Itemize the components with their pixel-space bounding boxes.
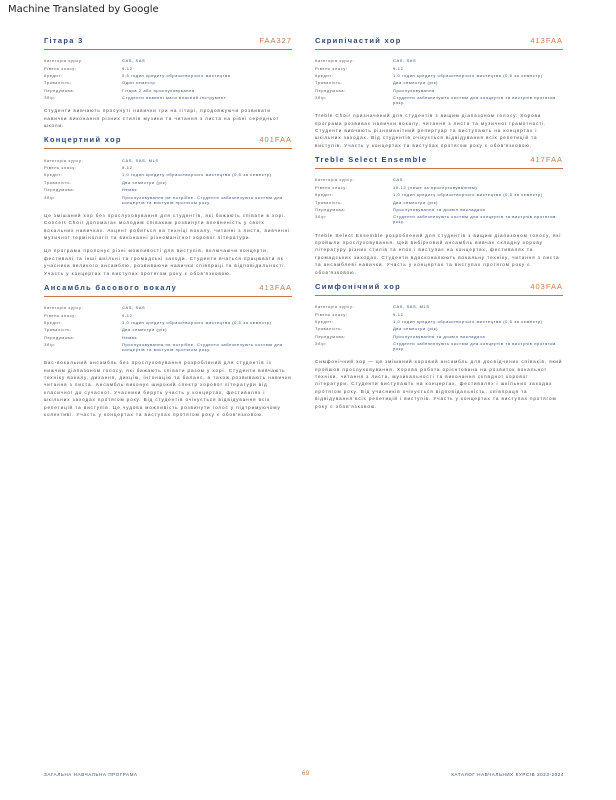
fact-label: Рівень класу: [315, 184, 348, 190]
fact-row [315, 64, 563, 71]
fact-label: Категорія курсу: [315, 58, 355, 64]
fact-value: Немає [122, 187, 138, 193]
fact-row [44, 164, 292, 171]
course-facts [44, 57, 292, 101]
fact-row [44, 326, 292, 333]
fact-label: Кредит: [315, 318, 334, 324]
fact-label: Кредит: [44, 72, 63, 78]
fact-value: CAS, SAS [122, 305, 146, 311]
course-title: Гітара 3 [44, 36, 84, 45]
fact-label: Тривалість: [315, 326, 343, 332]
fact-row [44, 193, 292, 205]
fact-row [315, 198, 563, 205]
fact-row [315, 206, 563, 213]
page-number: 69 [302, 771, 310, 777]
fact-value: 10-12 (лише за прослуховуванням) [393, 184, 478, 190]
fact-row [315, 325, 563, 332]
course-description: Treble Choir призначений для студентів з вищим діапазоном голосу. Хорова програма розвиває навички вокалу, читання з листа та музичної грамотності. Студенти вивчають різноманітний репертуар та виступають на концертах і шкільних заходах. Від студентів очікується відвідування всіх репетицій та виступів. Участь у концертах та виступах протягом року є обов'язковою. [315, 113, 547, 148]
course-title: Концертний хор [44, 135, 122, 145]
fact-row [44, 186, 292, 193]
course-facts [315, 57, 563, 106]
fact-label: Передумова: [44, 334, 75, 340]
course-section [315, 282, 563, 410]
course-code: 417FAA [530, 155, 563, 165]
fact-value: Прослуховування та дозвіл викладача [393, 333, 486, 339]
fact-value: Два семестри (рік) [393, 199, 439, 205]
course-facts [44, 304, 292, 353]
fact-row [44, 64, 292, 71]
fact-value: CAS [393, 177, 404, 183]
course-code: 401FAA [259, 135, 292, 145]
course-facts [315, 176, 563, 225]
fact-value: 1,0 годин кредиту образотворчого мистецтва (0,5 за семестр) [122, 172, 272, 178]
fact-row [315, 94, 563, 106]
fact-label: Збір: [315, 214, 327, 220]
fact-value: CAS, SAS, MLS [122, 157, 159, 163]
fact-label: Кредит: [44, 172, 63, 178]
fact-value: 1,0 годин кредиту образотворчого мистецтва (0,5 за семестр) [393, 72, 543, 78]
fact-label: Рівень класу: [44, 65, 77, 71]
course-code: FAA327 [259, 36, 292, 45]
fact-label: Категорія курсу: [315, 304, 355, 310]
fact-label: Передумова: [44, 187, 75, 193]
fact-value: 0,5 годин кредиту образотворчого мистецтва [122, 72, 231, 78]
fact-value: CAS, SAS [122, 58, 146, 64]
course-title: Симфонічний хор [315, 281, 401, 291]
fact-row [315, 184, 563, 191]
fact-label: Передумова: [315, 87, 346, 93]
fact-row [44, 179, 292, 186]
fact-label: Кредит: [315, 72, 334, 78]
fact-value: Один семестр [122, 80, 156, 86]
fact-label: Категорія курсу: [44, 58, 84, 64]
fact-row [44, 79, 292, 86]
left-column [44, 36, 292, 424]
fact-value: CAS, SAS, MLS [393, 304, 430, 310]
fact-label: Категорія курсу: [44, 305, 84, 311]
footer-left-text: ЗАГАЛЬНА НАВЧАЛЬНА ПРОГРАМА [44, 772, 138, 777]
course-section [44, 135, 292, 277]
course-header [315, 282, 563, 296]
course-section [44, 36, 292, 129]
fact-value: Два семестри (рік) [122, 327, 168, 333]
fact-label: Рівень класу: [44, 312, 77, 318]
fact-value: Гітара 2 або прослуховування [122, 87, 195, 93]
fact-value: Студенти забезпечують костюм для концертів та виступів протягом року. [393, 341, 556, 352]
fact-row [44, 304, 292, 311]
page-footer [44, 772, 564, 782]
fact-label: Тривалість: [315, 80, 343, 86]
fact-label: Кредит: [315, 192, 334, 198]
fact-row [315, 213, 563, 225]
fact-value: 1,0 годин кредиту образотворчого мистецтва (0,5 за семестр) [122, 319, 272, 325]
fact-value: 1,0 годин кредиту образотворчого мистецтва (0,5 за семестр) [393, 318, 543, 324]
fact-row [44, 333, 292, 340]
course-description: Студенти вивчають просунуті навички гри на гітарі, продовжуючи розвивати навички виконання різних стилів музики та читання з листа на рівні середньої школи. [44, 108, 279, 129]
fact-row [44, 87, 292, 94]
fact-value: Прослуховування [393, 87, 435, 93]
fact-row [315, 191, 563, 198]
fact-label: Передумова: [315, 206, 346, 212]
fact-value: 1,0 годин кредиту образотворчого мистецтва (0,5 за семестр) [393, 192, 543, 198]
course-section [44, 283, 292, 419]
fact-value: 9-12 [122, 165, 133, 171]
fact-label: Категорія курсу: [44, 157, 84, 163]
fact-row [315, 87, 563, 94]
fact-row [315, 340, 563, 352]
fact-label: Тривалість: [44, 327, 72, 333]
fact-label: Передумова: [44, 87, 75, 93]
fact-row [44, 94, 292, 101]
fact-row [315, 176, 563, 183]
fact-label: Збір: [315, 95, 327, 101]
course-header [315, 36, 563, 50]
course-section [315, 155, 563, 276]
course-title: Ансамбль басового вокалу [44, 282, 178, 292]
fact-row [44, 156, 292, 163]
fact-row [315, 332, 563, 339]
fact-row [44, 72, 292, 79]
fact-label: Тривалість: [315, 199, 343, 205]
fact-label: Тривалість: [44, 80, 72, 86]
course-description: Бас-вокальний ансамбль без прослуховування розроблений для студентів із нижчим діапазоном голосу, які бажають співати разом у хорі. Студенти вивчають техніку вокалу, дихання, дикцію, інтонацію та баланс, а також розвивають навички читання з листа. Ансамбль виконує широкий спектр хорової літератури від класичної до сучасної. Учасники беруть участь у концертах, фестивалях і шкільних заходах протягом року. Від студентів очікується відвідування всіх репетицій та виступів. Це чудова можливість розвинути голос у підтримуючому колективі. Участь у концертах та виступах протягом року є обов'язковою. [44, 360, 292, 418]
course-facts [44, 156, 292, 205]
course-code: 413FAA [530, 36, 563, 45]
course-description: Це змішаний хор без прослуховування для студентів, які бажають співати в хорі. Concert Choir допомагає молодим співакам розвинути впевненість у своїх вокальних навичках. Акцент робиться на техніці вокалу, читанні з листа, вивченні музичної термінології та виконанні різноманітної хорової літератури. [44, 212, 290, 240]
fact-value: Два семестри (рік) [393, 326, 439, 332]
fact-row [315, 57, 563, 64]
course-title: Treble Select Ensemble [315, 155, 428, 165]
fact-label: Передумова: [315, 333, 346, 339]
fact-label: Збір: [44, 342, 56, 348]
fact-value: Прослуховування та дозвіл викладача [393, 206, 486, 212]
right-column [315, 36, 563, 416]
course-title: Скрипічастий хор [315, 36, 402, 45]
course-description: Ця програма пропонує різні можливості для виступів, включаючи концерти, фестивалі та інші шкільні та громадські заходи. Студенти вчаться працювати як учасники великого ансамблю, розвиваючи навички співпраці та відповідальності. Участь у концертах та виступах протягом року є обов'язковою. [44, 248, 287, 276]
course-code: 403FAA [530, 281, 563, 291]
fact-value: 9-12 [393, 65, 404, 71]
fact-row [315, 318, 563, 325]
fact-value: Прослуховування не потрібне. Студенти забезпечують костюм для концертів та виступів протягом року. [122, 342, 283, 353]
fact-label: Збір: [44, 194, 56, 200]
course-section [315, 36, 563, 149]
fact-row [44, 171, 292, 178]
fact-value: 9-12 [122, 312, 133, 318]
fact-value: Студенти забезпечують костюм для концертів та виступів протягом року. [393, 95, 556, 106]
fact-label: Збір: [44, 95, 56, 101]
fact-label: Тривалість: [44, 179, 72, 185]
course-header [44, 135, 292, 149]
fact-value: Два семестри (рік) [122, 179, 168, 185]
course-description: Treble Select Ensemble розроблений для студентів з вищим діапазоном голосу, які пройшли прослуховування. Цей вибірковий ансамбль вивчає складну хорову літературу різних стилів та епох і виступає на концертах, фестивалях та громадських заходах. Студенти вдосконалюють вокальну техніку, читання з листа та ансамблеві навички. Участь у концертах та виступах протягом року є обов'язковою. [315, 232, 562, 275]
fact-value: 9-12 [393, 311, 404, 317]
fact-row [315, 303, 563, 310]
course-header [315, 155, 563, 169]
course-description: Симфонічний хор — це змішаний хоровий ансамбль для досвідчених співаків, який пройшов прослуховування. Хорова робота орієнтована на розвиток вокальної техніки, читання з листа, музикальності та виконання складної хорової літератури. Студенти виступають на концертах, фестивалях і шкільних заходах протягом року. Від учасників очікується відповідальність, співпраця та відвідування всіх репетицій і виступів. Участь у концертах та виступах протягом року є обов'язковою. [315, 359, 563, 409]
machine-translation-banner: Machine Translated by Google [8, 4, 159, 15]
course-header [44, 283, 292, 297]
fact-row [44, 319, 292, 326]
fact-row [315, 72, 563, 79]
course-header [44, 36, 292, 50]
fact-value: Студенти повинні мати власний інструмент [122, 95, 227, 101]
fact-value: Студенти забезпечують костюм для концертів та виступів протягом року. [393, 214, 556, 225]
fact-label: Рівень класу: [315, 311, 348, 317]
fact-row [44, 311, 292, 318]
fact-row [315, 310, 563, 317]
fact-value: Два семестри (рік) [393, 80, 439, 86]
fact-label: Рівень класу: [44, 165, 77, 171]
footer-right-text: КАТАЛОГ НАВЧАЛЬНИХ КУРСІВ 2023-2024 [451, 772, 564, 777]
fact-value: CAS, SAS [393, 58, 417, 64]
fact-label: Рівень класу: [315, 65, 348, 71]
fact-value: 9-12 [122, 65, 133, 71]
course-facts [315, 303, 563, 352]
fact-row [44, 57, 292, 64]
fact-row [44, 341, 292, 353]
fact-label: Збір: [315, 341, 327, 347]
fact-value: Прослуховування не потрібне. Студенти забезпечують костюм для концертів та виступів протягом року. [122, 194, 283, 205]
course-code: 413FAA [259, 282, 292, 292]
fact-label: Категорія курсу: [315, 177, 355, 183]
fact-label: Кредит: [44, 319, 63, 325]
fact-row [315, 79, 563, 86]
fact-value: Немає [122, 334, 138, 340]
